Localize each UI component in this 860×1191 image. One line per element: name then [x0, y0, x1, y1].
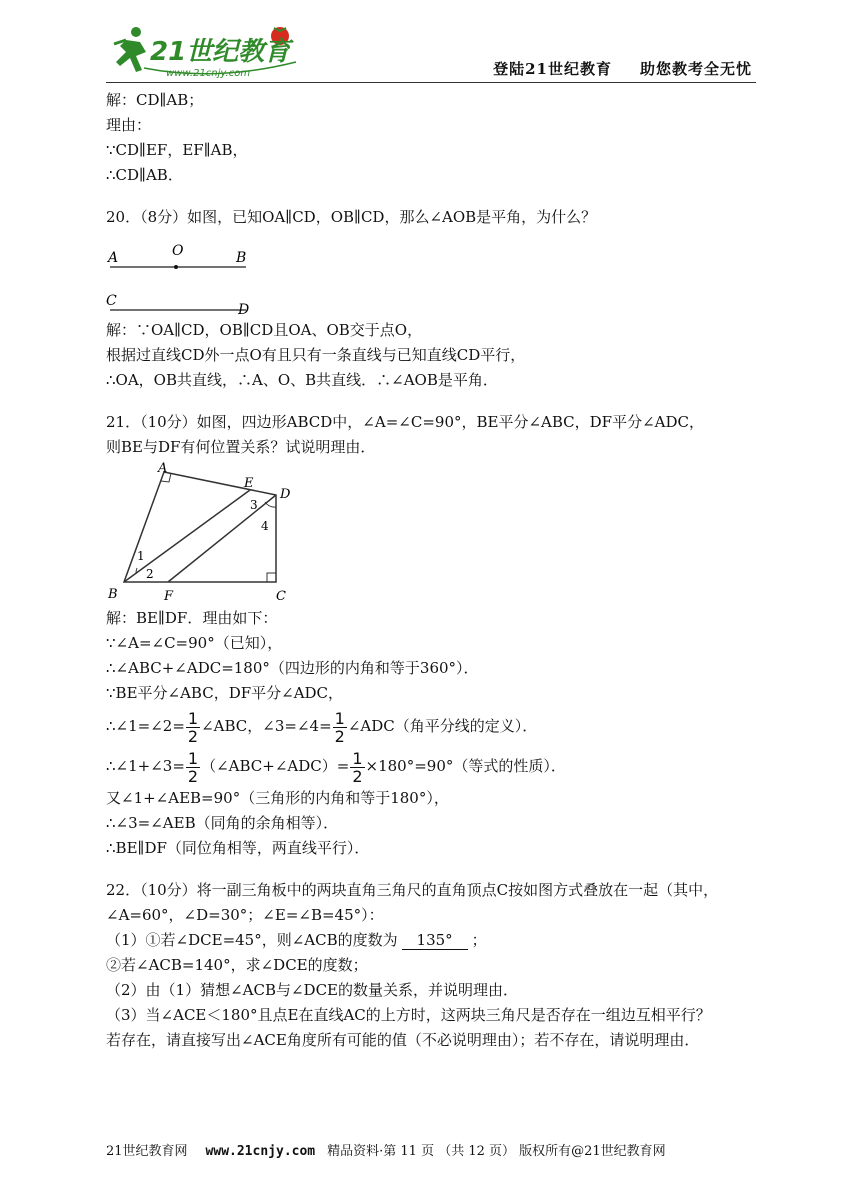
angle-1: 1 [137, 549, 145, 563]
q19-line-3: ∵CD∥EF，EF∥AB， [106, 141, 248, 159]
page-footer [106, 1140, 666, 1159]
slogan-left: 登陆21世纪教育 [493, 60, 612, 78]
answer-blank: 135° [402, 931, 468, 950]
21cnjy-logo [106, 22, 306, 80]
q20-figure [106, 230, 256, 318]
q22-part-2: （2）由（1）猜想∠ACB与∠DCE的数量关系，并说明理由． [106, 981, 519, 999]
q22-part-1: （1）①若∠DCE=45°，则∠ACB的度数为 135° ； [106, 931, 487, 949]
q22-part-3: （3）当∠ACE＜180°且点E在直线AC的上方时，这两块三角尺是否存在一组边互相平行？ [106, 1006, 711, 1024]
q21-line-5: ∴∠1=∠2= $\frac{1}{2}$ ∠ABC，∠3=∠4= $\frac{1}{2}$ ∠ADC（角平分线的定义）． [106, 708, 538, 746]
q21 [106, 410, 766, 861]
label-C: C [276, 589, 286, 604]
label-C: C [106, 293, 117, 309]
q22-stem-2: ∠A=60°，∠D=30°；∠E=∠B=45°）： [106, 906, 384, 924]
q21-line-1: 解：BE∥DF．理由如下： [106, 609, 278, 627]
label-D: D [238, 302, 250, 318]
label-O: O [172, 243, 184, 259]
q21-line-6: ∴∠1+∠3= $\frac{1}{2}$ （∠ABC+∠ADC）= $\frac{1}{2}$ ×180°=90°（等式的性质）． [106, 748, 566, 786]
logo-url: www.21cnjy.com [166, 68, 251, 79]
q20-line-3: ∴OA，OB共直线，∴A、O、B共直线．∴∠AOB是平角． [106, 371, 498, 389]
q21-line-9: ∴BE∥DF（同位角相等，两直线平行）． [106, 839, 370, 857]
header-slogan [493, 58, 752, 79]
slogan-right: 助您教考全无忧 [639, 60, 752, 78]
q22-stem-1: 22．（10分）将一副三角板中的两块直角三角尺的直角顶点C按如图方式叠放在一起（其中， [106, 881, 719, 899]
footer-url[interactable]: www.21cnjy.com [205, 1144, 316, 1159]
q20-line-1: 解：∵OA∥CD，OB∥CD且OA、OB交于点O， [106, 321, 423, 339]
q20-stem: 20．（8分）如图，已知OA∥CD，OB∥CD，那么∠AOB是平角，为什么？ [106, 208, 597, 226]
q22 [106, 878, 766, 1053]
q21-line-4: ∵BE平分∠ABC，DF平分∠ADC， [106, 684, 344, 702]
q21-figure [106, 460, 306, 606]
angle-2: 2 [146, 567, 154, 581]
page-content [106, 88, 766, 1053]
label-A: A [108, 250, 119, 266]
label-A: A [158, 461, 168, 476]
label-F: F [164, 589, 174, 604]
fraction-half: $\frac{1}{2}$ [334, 708, 345, 746]
label-B: B [236, 250, 247, 266]
q20 [106, 205, 766, 393]
q21-stem-2: 则BE与DF有何位置关系？试说明理由． [106, 438, 376, 456]
q21-line-2: ∵∠A=∠C=90°（已知）， [106, 634, 283, 652]
q19-solution [106, 88, 766, 188]
q21-line-8: ∴∠3=∠AEB（同角的余角相等）． [106, 814, 339, 832]
label-D: D [280, 487, 291, 502]
q19-line-4: ∴CD∥AB． [106, 166, 183, 184]
label-B: B [108, 587, 118, 602]
fraction-half: $\frac{1}{2}$ [352, 748, 363, 786]
angle-3: 3 [250, 498, 258, 512]
q21-stem-1: 21．（10分）如图，四边形ABCD中，∠A=∠C=90°，BE平分∠ABC，DF平分∠ADC， [106, 413, 704, 431]
angle-4: 4 [261, 519, 269, 533]
header-rule [106, 82, 756, 83]
page-header [106, 22, 756, 84]
q20-line-2: 根据过直线CD外一点O有且只有一条直线与已知直线CD平行， [106, 346, 526, 364]
fraction-half: $\frac{1}{2}$ [187, 708, 199, 746]
q21-line-3: ∴∠ABC+∠ADC=180°（四边形的内角和等于360°）． [106, 659, 479, 677]
q19-line-2: 理由： [106, 116, 152, 134]
footer-site: 21世纪教育网 [106, 1144, 188, 1159]
q21-line-7: 又∠1+∠AEB=90°（三角形的内角和等于180°）， [106, 789, 449, 807]
label-E: E [244, 476, 254, 491]
logo-text: 21世纪教育 [150, 37, 291, 67]
q22-part-3-cont: 若存在，请直接写出∠ACE角度所有可能的值（不必说明理由）；若不存在，请说明理由． [106, 1031, 700, 1049]
q19-line-1: 解：CD∥AB； [106, 91, 204, 109]
footer-page-info: 精品资料·第 11 页 （共 12 页） 版权所有@21世纪教育网 [327, 1144, 666, 1159]
fraction-half: $\frac{1}{2}$ [187, 748, 199, 786]
runner-icon [114, 27, 146, 72]
q22-part-1-2: ②若∠ACB=140°，求∠DCE的度数； [106, 956, 368, 974]
